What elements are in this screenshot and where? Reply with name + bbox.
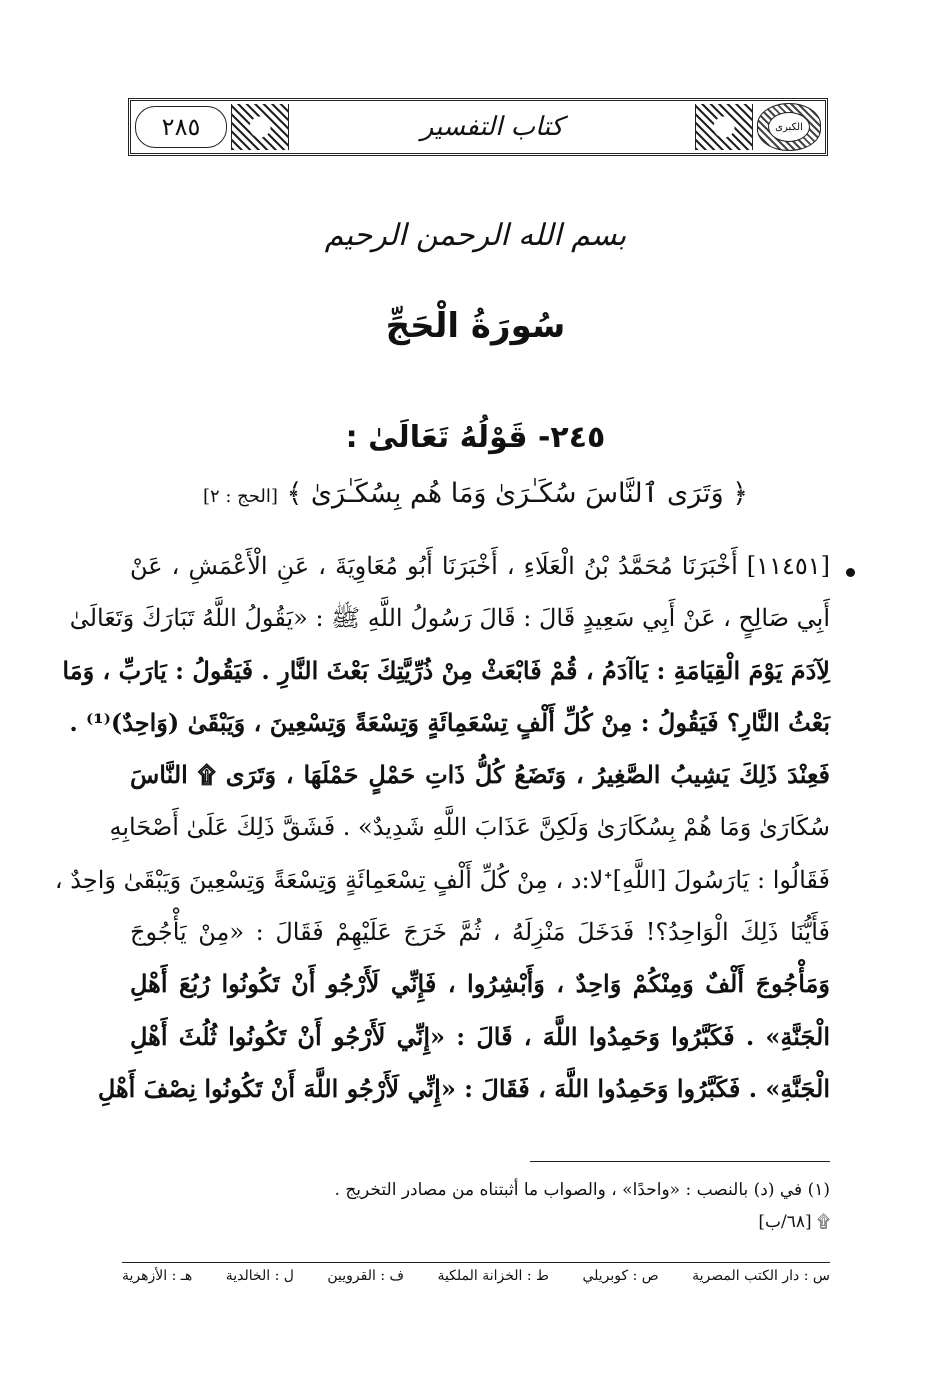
source-item: ط : الخزانة الملكية bbox=[437, 1268, 550, 1284]
manuscript-sources bbox=[122, 1268, 830, 1284]
text-line: فَعِنْدَ ذَلِكَ يَشِيبُ الصَّغِيرُ ، وَتَضَعُ كُلُّ ذَاتِ حَمْلٍ حَمْلَهَا ، وَتَرَى ۩ النَّاسَ bbox=[130, 760, 830, 790]
manuscript-marker: ۩ [٦٨/ب] bbox=[758, 1212, 830, 1232]
book-title: كتاب التفسير bbox=[420, 112, 564, 142]
header-ornament-left bbox=[231, 104, 289, 150]
text-line: سُكَارَىٰ وَمَا هُمْ بِسُكَارَىٰ وَلَكِنَّ عَذَابَ اللَّهِ شَدِيدٌ» . فَشَقَّ ذَلِكَ عَلَىٰ أَصْحَابِهِ bbox=[109, 813, 830, 842]
text-line: الْجَنَّةِ» . فَكَبَّرُوا وَحَمِدُوا اللَّهَ ، فَقَالَ : «إِنِّي لَأَرْجُو اللَّهَ أَنْ تَكُونُوا نِصْفَ أَهْلِ bbox=[97, 1073, 830, 1103]
bottom-divider bbox=[122, 1262, 830, 1263]
section-heading: ٢٤٥- قَوْلُهُ تَعَالَىٰ : bbox=[345, 420, 606, 455]
basmala: بسم الله الرحمن الرحيم bbox=[324, 218, 627, 253]
source-item: ص : كوبريلي bbox=[582, 1268, 659, 1284]
publisher-logo bbox=[757, 103, 821, 151]
source-item: ف : القرويين bbox=[327, 1268, 405, 1284]
footnote-divider bbox=[530, 1161, 830, 1162]
quran-verse bbox=[0, 478, 951, 509]
verse-text: ﴿ وَتَرَى ٱلنَّاسَ سُكَـٰرَىٰ وَمَا هُم بِسُكَـٰرَىٰ ﴾ bbox=[286, 478, 749, 509]
logo-text: الكبرى bbox=[768, 112, 810, 142]
source-item: هـ : الأزهرية bbox=[122, 1268, 193, 1284]
text-line: فَأَيُّنَا ذَلِكَ الْوَاحِدُ؟! فَدَخَلَ مَنْزِلَهُ ، ثُمَّ خَرَجَ عَلَيْهِمْ فَقَالَ : «مِنْ يَأْجُوجَ bbox=[130, 918, 830, 947]
page-header bbox=[128, 98, 828, 156]
text-line: فَقَالُوا : يَارَسُولَ [اللَّهِ]ᐩلا:د ، مِنْ كُلِّ أَلْفٍ تِسْعَمِائَةٍ وَتِسْعَةً وَتِسْعِينَ وَيَبْقَىٰ وَاحِدٌ ، bbox=[54, 865, 830, 894]
text-line: بَعْثُ النَّارِ؟ فَيَقُولُ : مِنْ كُلِّ أَلْفٍ تِسْعَمِائَةٍ وَتِسْعَةً وَتِسْعِينَ ، وَيَبْقَىٰ (وَاحِدٌ)⁽¹⁾ . bbox=[69, 707, 830, 737]
text-line: أَبِي صَالِحٍ ، عَنْ أَبِي سَعِيدٍ قَالَ : قَالَ رَسُولُ اللَّهِ ﷺ : «يَقُولُ اللَّهُ تَبَارَكَ وَتَعَالَىٰ bbox=[69, 604, 830, 633]
source-item: ل : الخالدية bbox=[225, 1268, 294, 1284]
page-number: ٢٨٥ bbox=[135, 106, 227, 148]
footnotes bbox=[130, 1174, 830, 1238]
footnote: (١) في (د) بالنصب : «واحدًا» ، والصواب ما أثبتناه من مصادر التخريج . bbox=[334, 1180, 830, 1200]
text-line: [١١٤٥١] أَخْبَرَنَا مُحَمَّدُ بْنُ الْعَلَاءِ ، أَخْبَرَنَا أَبُو مُعَاوِيَةَ ، عَنِ الْأَعْمَشِ ، عَنْ bbox=[130, 552, 830, 580]
verse-reference: [الحج : ٢] bbox=[202, 486, 278, 507]
header-ornament-right bbox=[695, 104, 753, 150]
source-item: س : دار الكتب المصرية bbox=[692, 1268, 830, 1284]
text-line: الْجَنَّةِ» . فَكَبَّرُوا وَحَمِدُوا اللَّهَ ، قَالَ : «إِنِّي لَأَرْجُو أَنْ تَكُونُوا ثُلُثَ أَهْلِ bbox=[130, 1021, 830, 1051]
bullet-marker bbox=[846, 568, 855, 577]
text-line: لِآدَمَ يَوْمَ الْقِيَامَةِ : يَاآدَمُ ، قُمْ فَابْعَثْ مِنْ ذُرِّيَّتِكَ بَعْثَ النَّارِ . فَيَقُولُ : يَارَبِّ ، وَمَا bbox=[62, 655, 830, 685]
text-line: وَمَأْجُوجَ أَلْفٌ وَمِنْكُمْ وَاحِدٌ ، وَأَبْشِرُوا ، فَإِنِّي لَأَرْجُو أَنْ تَكُونُوا رُبُعَ أَهْلِ bbox=[130, 969, 830, 999]
hadith-text bbox=[54, 540, 830, 1115]
surah-title: سُورَةُ الْحَجِّ bbox=[385, 306, 566, 346]
